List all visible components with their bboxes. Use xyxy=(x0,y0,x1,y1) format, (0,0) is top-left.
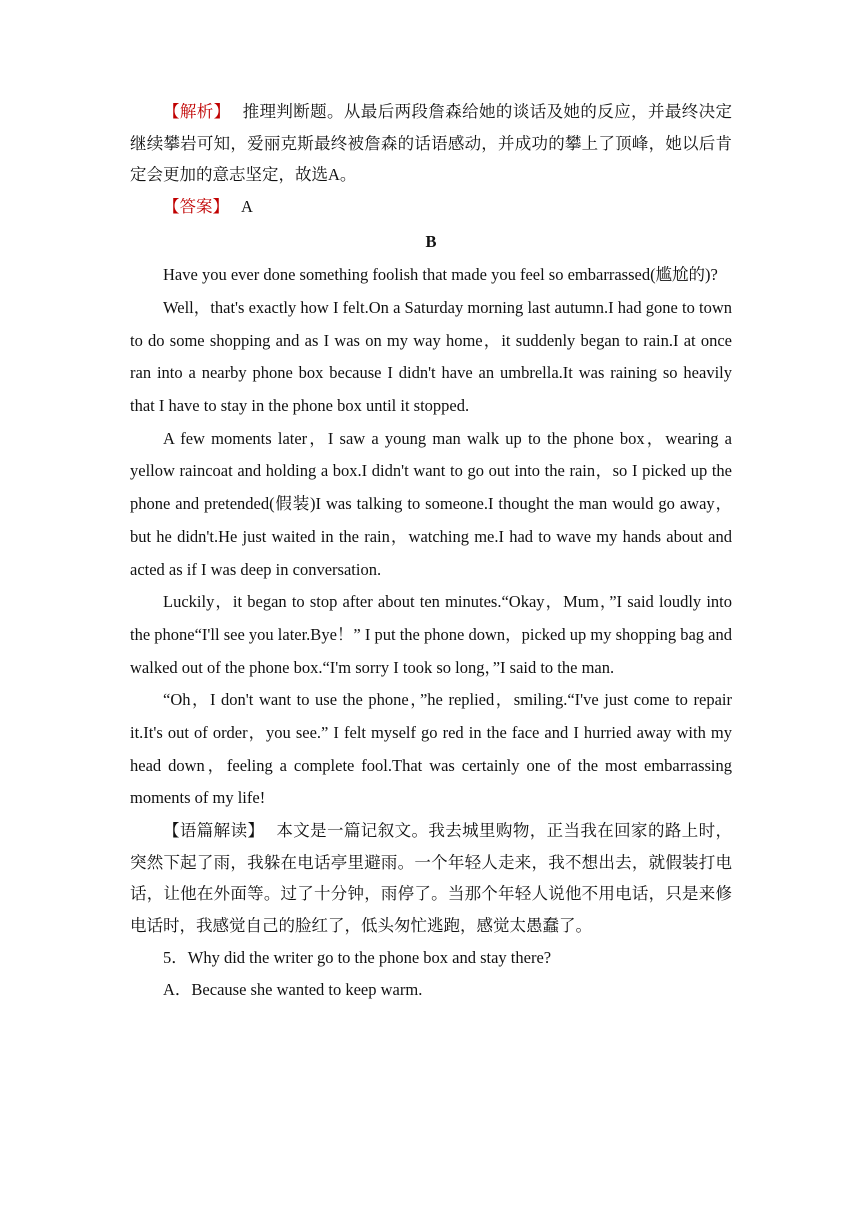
analysis-tag: 【解析】 xyxy=(163,102,231,121)
question-option-a: A．Because she wanted to keep warm. xyxy=(163,980,423,1000)
passage-paragraph-3: A few moments later，I saw a young man walk up to the phone box，wearing a yellow raincoat and holding a box.I didn't want to go out into the rain，so I picked up the phone and pretended(假装)I was talking to someone.I thought the man would go away，but he didn't.He just waited in the rain，watching me.I had to wave my hands about and acted as if I was deep in conversation. xyxy=(130,428,732,579)
analysis-paragraph xyxy=(130,96,732,191)
answer-tag: 【答案】 xyxy=(163,196,229,216)
passage-paragraph-1: Have you ever done something foolish that made you feel so embarrassed(尴尬的)? xyxy=(163,265,718,285)
section-heading: B xyxy=(425,232,437,252)
passage-paragraph-2: Well，that's exactly how I felt.On a Saturday morning last autumn.I had gone to town to do some shopping and as I was on my way home，it suddenly began to rain.I at once ran into a nearby phone box because I didn't have an umbrella.It was raining so heavily that I have to stay in the phone box until it stopped. xyxy=(130,297,732,415)
interpretation-label: 【语篇解读】 xyxy=(163,821,265,841)
interpretation-text: 本文是一篇记叙文。我去城里购物，正当我在回家的路上时，突然下起了雨，我躲在电话亭里避雨。一个年轻人走来，我不想出去，就假装打电话，让他在外面等。过了十分钟，雨停了。当那个年轻人说他不用电话，只是来修电话时，我感觉自己的脸红了，低头匆忙逃跑，感觉太愚蠢了。 xyxy=(130,821,732,935)
document-page xyxy=(130,96,732,1007)
question-stem: 5．Why did the writer go to the phone box and stay there? xyxy=(163,947,552,967)
answer-value: A xyxy=(241,196,253,216)
passage-paragraph-4: Luckily，it began to stop after about ten minutes.“Okay，Mum，”I said loudly into the phone“I'll see you later.Bye！” I put the phone down，picked up my shopping bag and walked out of the phone box.“I'm sorry I took so long，”I said to the man. xyxy=(130,592,732,677)
interpretation-paragraph xyxy=(130,815,732,941)
analysis-text: 推理判断题。从最后两段詹森给她的谈话及她的反应，并最终决定继续攀岩可知，爱丽克斯最终被詹森的话语感动，并成功的攀上了顶峰，她以后肯定会更加的意志坚定，故选A。 xyxy=(130,102,732,185)
passage-paragraph-5: “Oh，I don't want to use the phone，”he replied，smiling.“I've just come to repair it.It's out of order，you see.” I felt myself go red in the face and I hurried away with my head down，feeling a complete fool.That was certainly one of the most embarrassing moments of my life! xyxy=(130,690,732,808)
answer-paragraph xyxy=(130,191,732,224)
